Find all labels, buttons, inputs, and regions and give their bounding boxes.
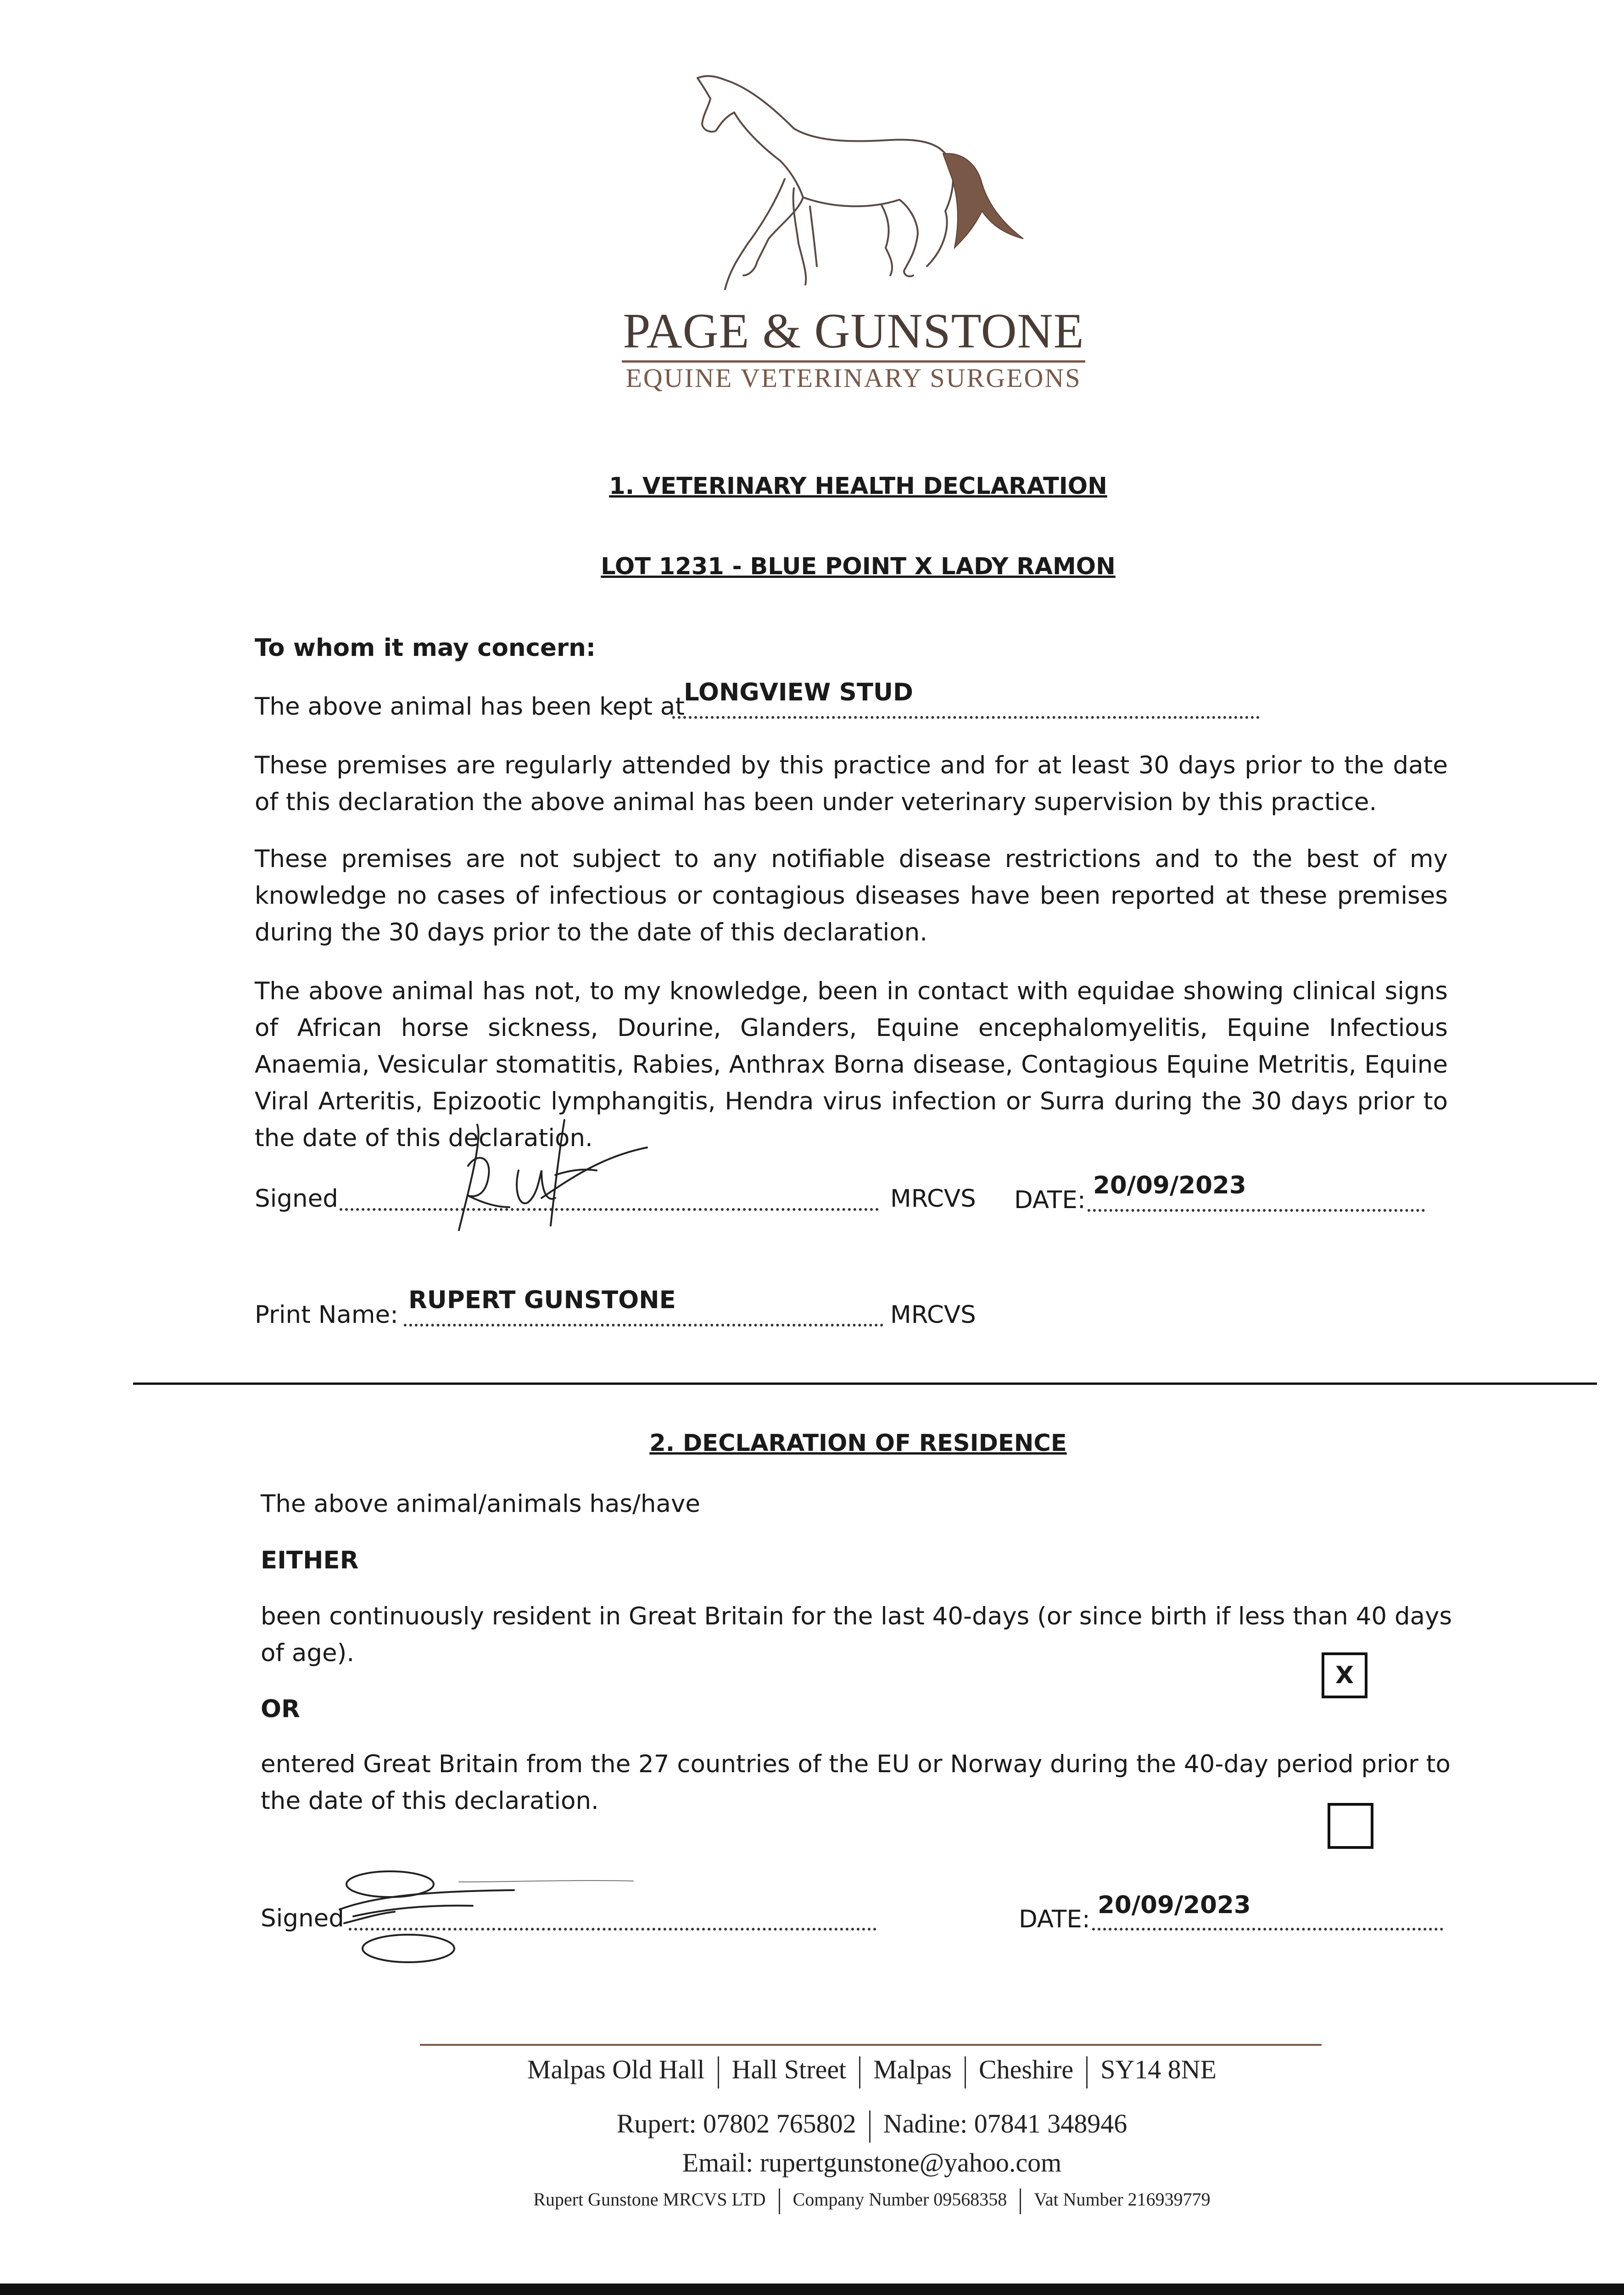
vat-number: Vat Number 216939779	[1034, 2189, 1211, 2210]
print-name-field[interactable]	[404, 1286, 883, 1327]
date-label-1: DATE:	[1014, 1186, 1086, 1214]
section-divider	[133, 1383, 1597, 1385]
footer-email: Email: rupertgunstone@yahoo.com	[682, 2148, 1062, 2177]
signature-1-icon	[450, 1111, 661, 1239]
paragraph-supervision: These premises are regularly attended by this practice and for at least 30 days prior to the date of this declaration the above animal has been under veterinary supervision by this practice.	[255, 751, 1448, 816]
option1-checkbox[interactable]: X	[1322, 1652, 1367, 1698]
residence-intro: The above animal/animals has/have	[261, 1490, 700, 1518]
kept-at-label: The above animal has been kept at	[255, 693, 685, 721]
horse-logo-icon	[688, 73, 1055, 317]
signed-label-1: Signed	[255, 1185, 338, 1213]
footer-address	[275, 2054, 1468, 2088]
signature-2-icon	[321, 1864, 652, 1974]
either-label: EITHER	[261, 1546, 359, 1574]
company-name: Rupert Gunstone MRCVS LTD	[533, 2189, 766, 2210]
signed-label-2: Signed	[261, 1904, 344, 1932]
brand-name: PAGE & GUNSTONE	[623, 304, 1084, 358]
or-label: OR	[261, 1695, 300, 1723]
date-field-1[interactable]	[1088, 1171, 1425, 1212]
option2-text: entered Great Britain from the 27 countries of the EU or Norway during the 40-day period prior to the date of this declaration.	[261, 1750, 1451, 1815]
date-value-1: 20/09/2023	[1093, 1171, 1246, 1199]
print-name-value: RUPERT GUNSTONE	[408, 1286, 676, 1314]
paragraph-restrictions: These premises are not subject to any notifiable disease restrictions and to the best of my knowledge no cases of infectious or contagious diseases have been reported at these premises during the 30 days prior to the date of this declaration.	[255, 845, 1448, 946]
footer-phones	[275, 2108, 1468, 2143]
section1-title: 1. VETERINARY HEALTH DECLARATION	[609, 473, 1107, 500]
address-county: Cheshire	[978, 2054, 1074, 2084]
salutation: To whom it may concern:	[255, 634, 596, 662]
option2-checkbox[interactable]	[1328, 1803, 1373, 1849]
lot-title: LOT 1231 - BLUE POINT X LADY RAMON	[601, 553, 1116, 580]
address-line-1: Malpas Old Hall	[527, 2054, 705, 2084]
address-street: Hall Street	[731, 2054, 847, 2084]
scan-edge	[0, 2284, 1624, 2295]
kept-at-field[interactable]	[672, 678, 1260, 719]
address-postcode: SY14 8NE	[1100, 2054, 1217, 2084]
brand-tagline: EQUINE VETERINARY SURGEONS	[625, 363, 1082, 393]
print-name-label: Print Name:	[255, 1301, 398, 1329]
mrcvs-label-2: MRCVS	[890, 1301, 976, 1329]
address-town: Malpas	[873, 2054, 952, 2084]
mrcvs-label-1: MRCVS	[890, 1185, 976, 1213]
phone-nadine: Nadine: 07841 348946	[883, 2109, 1127, 2138]
phone-rupert: Rupert: 07802 765802	[616, 2109, 856, 2138]
date-field-2[interactable]	[1092, 1891, 1443, 1931]
footer-divider	[420, 2044, 1322, 2046]
option1-text: been continuously resident in Great Britain for the last 40-days (or since birth if less than 40 days of age).	[261, 1602, 1452, 1667]
paragraph-contact: The above animal has not, to my knowledge, been in contact with equidae showing clinical signs of African horse sickness, Dourine, Glanders, Equine encephalomyelitis, Equine Infectious Anaemia, Vesicular stomatitis, Rabies, Anthrax Borna disease, Contagious Equine Metritis, Equine Viral Arteritis, Epizootic lymphangitis, Hendra virus infection or Surra during the 30 days prior to the date of this declaration.	[255, 977, 1448, 1152]
kept-at-value: LONGVIEW STUD	[684, 678, 914, 706]
date-label-2: DATE:	[1019, 1905, 1090, 1933]
company-number: Company Number 09568358	[792, 2189, 1007, 2210]
section2-title: 2. DECLARATION OF RESIDENCE	[649, 1430, 1067, 1457]
footer-company	[275, 2189, 1468, 2214]
date-value-2: 20/09/2023	[1098, 1891, 1251, 1919]
